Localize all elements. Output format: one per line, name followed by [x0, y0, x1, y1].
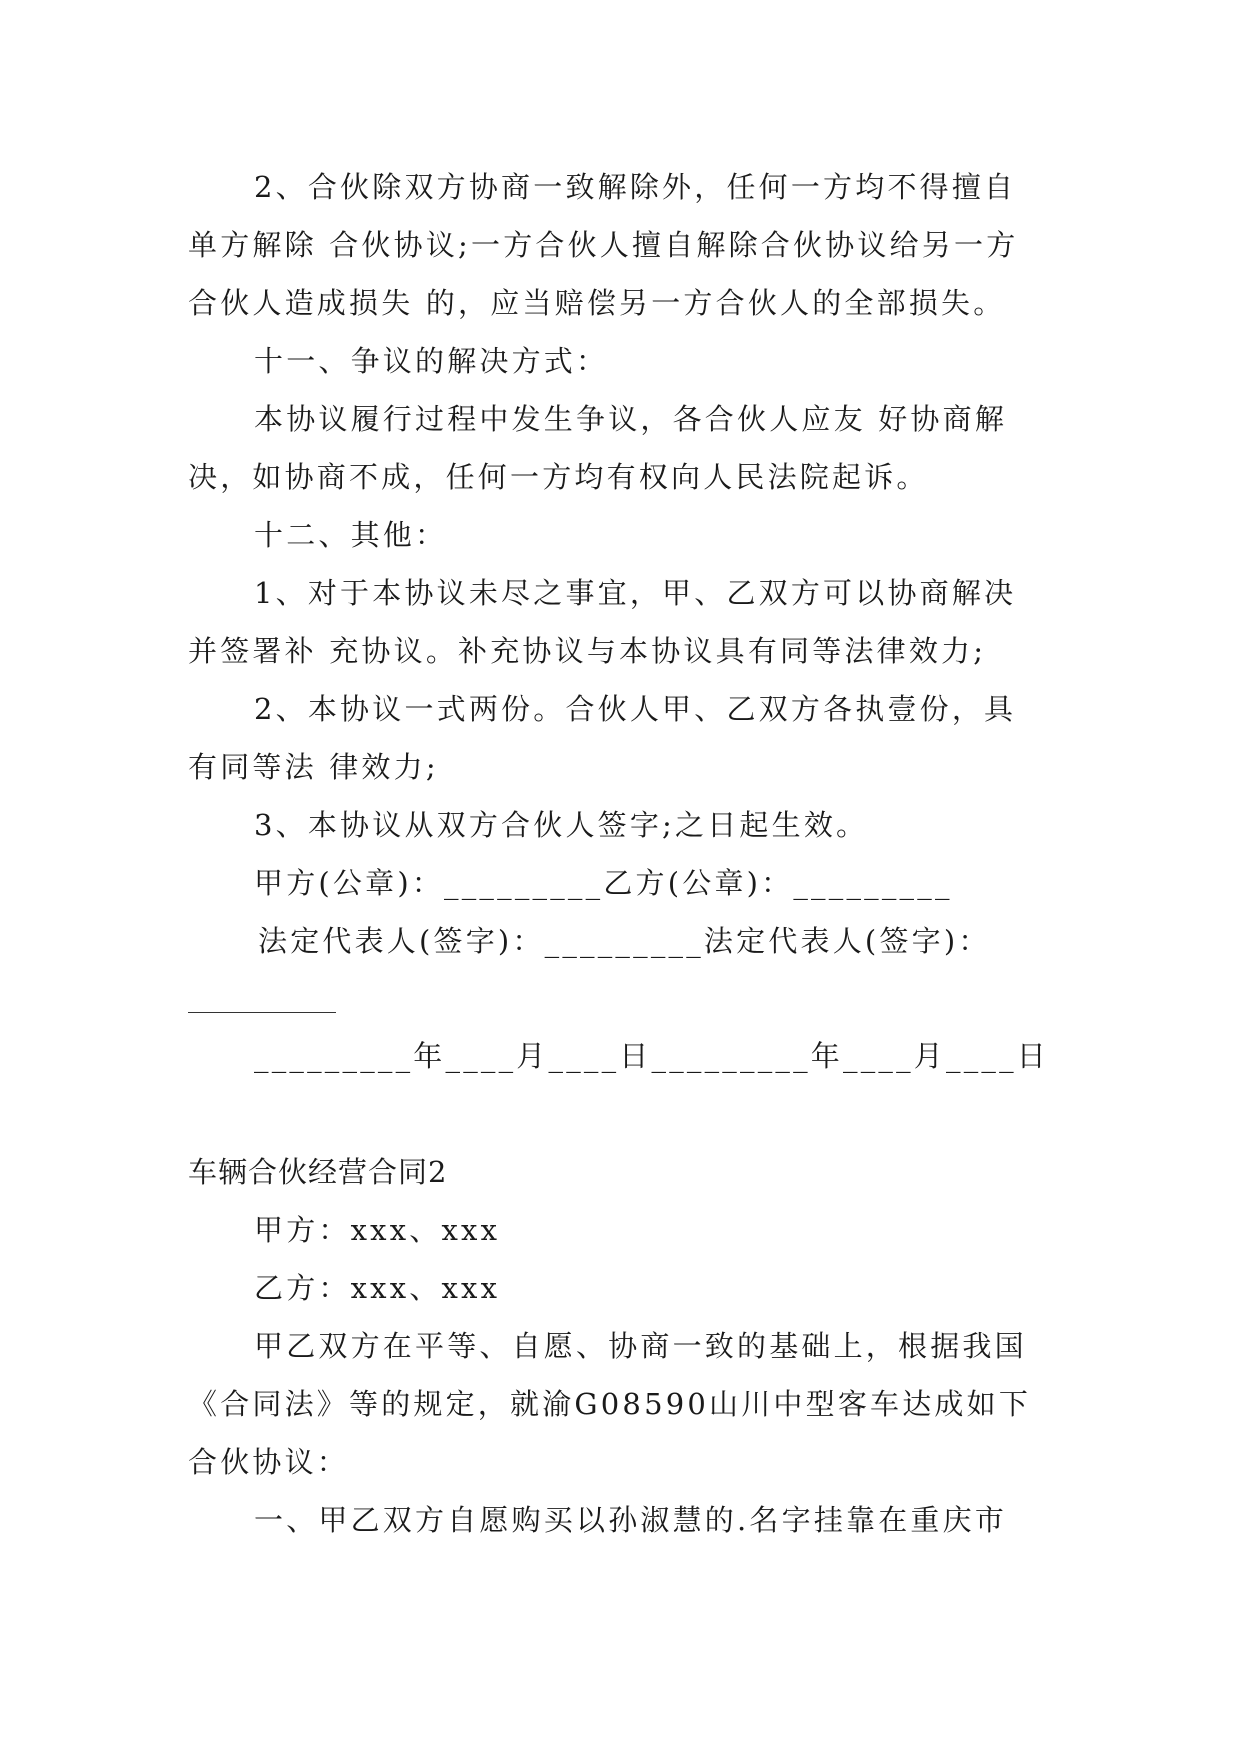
paragraph-line: 单方解除 合伙协议;一方合伙人擅自解除合伙协议给另一方 — [188, 228, 1019, 262]
paragraph-line: 甲乙双方在平等、自愿、协商一致的基础上，根据我国 — [254, 1329, 1027, 1363]
paragraph-line: 决，如协商不成，任何一方均有权向人民法院起诉。 — [188, 460, 929, 494]
paragraph-line: 一、甲乙双方自愿购买以孙淑慧的.名字挂靠在重庆市 — [254, 1503, 1008, 1537]
paragraph-line: 并签署补 充协议。补充协议与本协议具有同等法律效力; — [188, 634, 987, 668]
paragraph-line: 《合同法》等的规定，就渝G08590山川中型客车达成如下 — [188, 1387, 1032, 1421]
signature-representative-line: 法定代表人(签字)：_________法定代表人(签字)： — [258, 924, 991, 958]
party-a-line: 甲方：xxx、xxx — [254, 1213, 501, 1247]
paragraph-line: 有同等法 律效力; — [188, 750, 439, 784]
paragraph-line: 2、合伙除双方协商一致解除外，任何一方均不得擅自 — [254, 170, 1017, 204]
paragraph-line: 1、对于本协议未尽之事宜，甲、乙双方可以协商解决 — [254, 576, 1017, 610]
paragraph-line: 3、本协议从双方合伙人签字;之日起生效。 — [254, 808, 869, 842]
signature-date-line: _________年____月____日_________年____月____日 — [254, 1039, 1050, 1073]
paragraph-line: 本协议履行过程中发生争议，各合伙人应友 好协商解 — [254, 402, 1008, 436]
section-heading: 十二、其他： — [254, 518, 448, 552]
signature-party-line: 甲方(公章)：_________乙方(公章)：_________ — [254, 866, 953, 900]
party-b-line: 乙方：xxx、xxx — [254, 1271, 501, 1305]
paragraph-line: 合伙协议： — [188, 1445, 350, 1479]
contract-title: 车辆合伙经营合同2 — [188, 1155, 448, 1189]
signature-blank-underline — [188, 1012, 336, 1013]
paragraph-line: 2、本协议一式两份。合伙人甲、乙双方各执壹份，具 — [254, 692, 1017, 726]
paragraph-line: 合伙人造成损失 的，应当赔偿另一方合伙人的全部损失。 — [188, 286, 1006, 320]
section-heading: 十一、争议的解决方式： — [254, 344, 609, 378]
